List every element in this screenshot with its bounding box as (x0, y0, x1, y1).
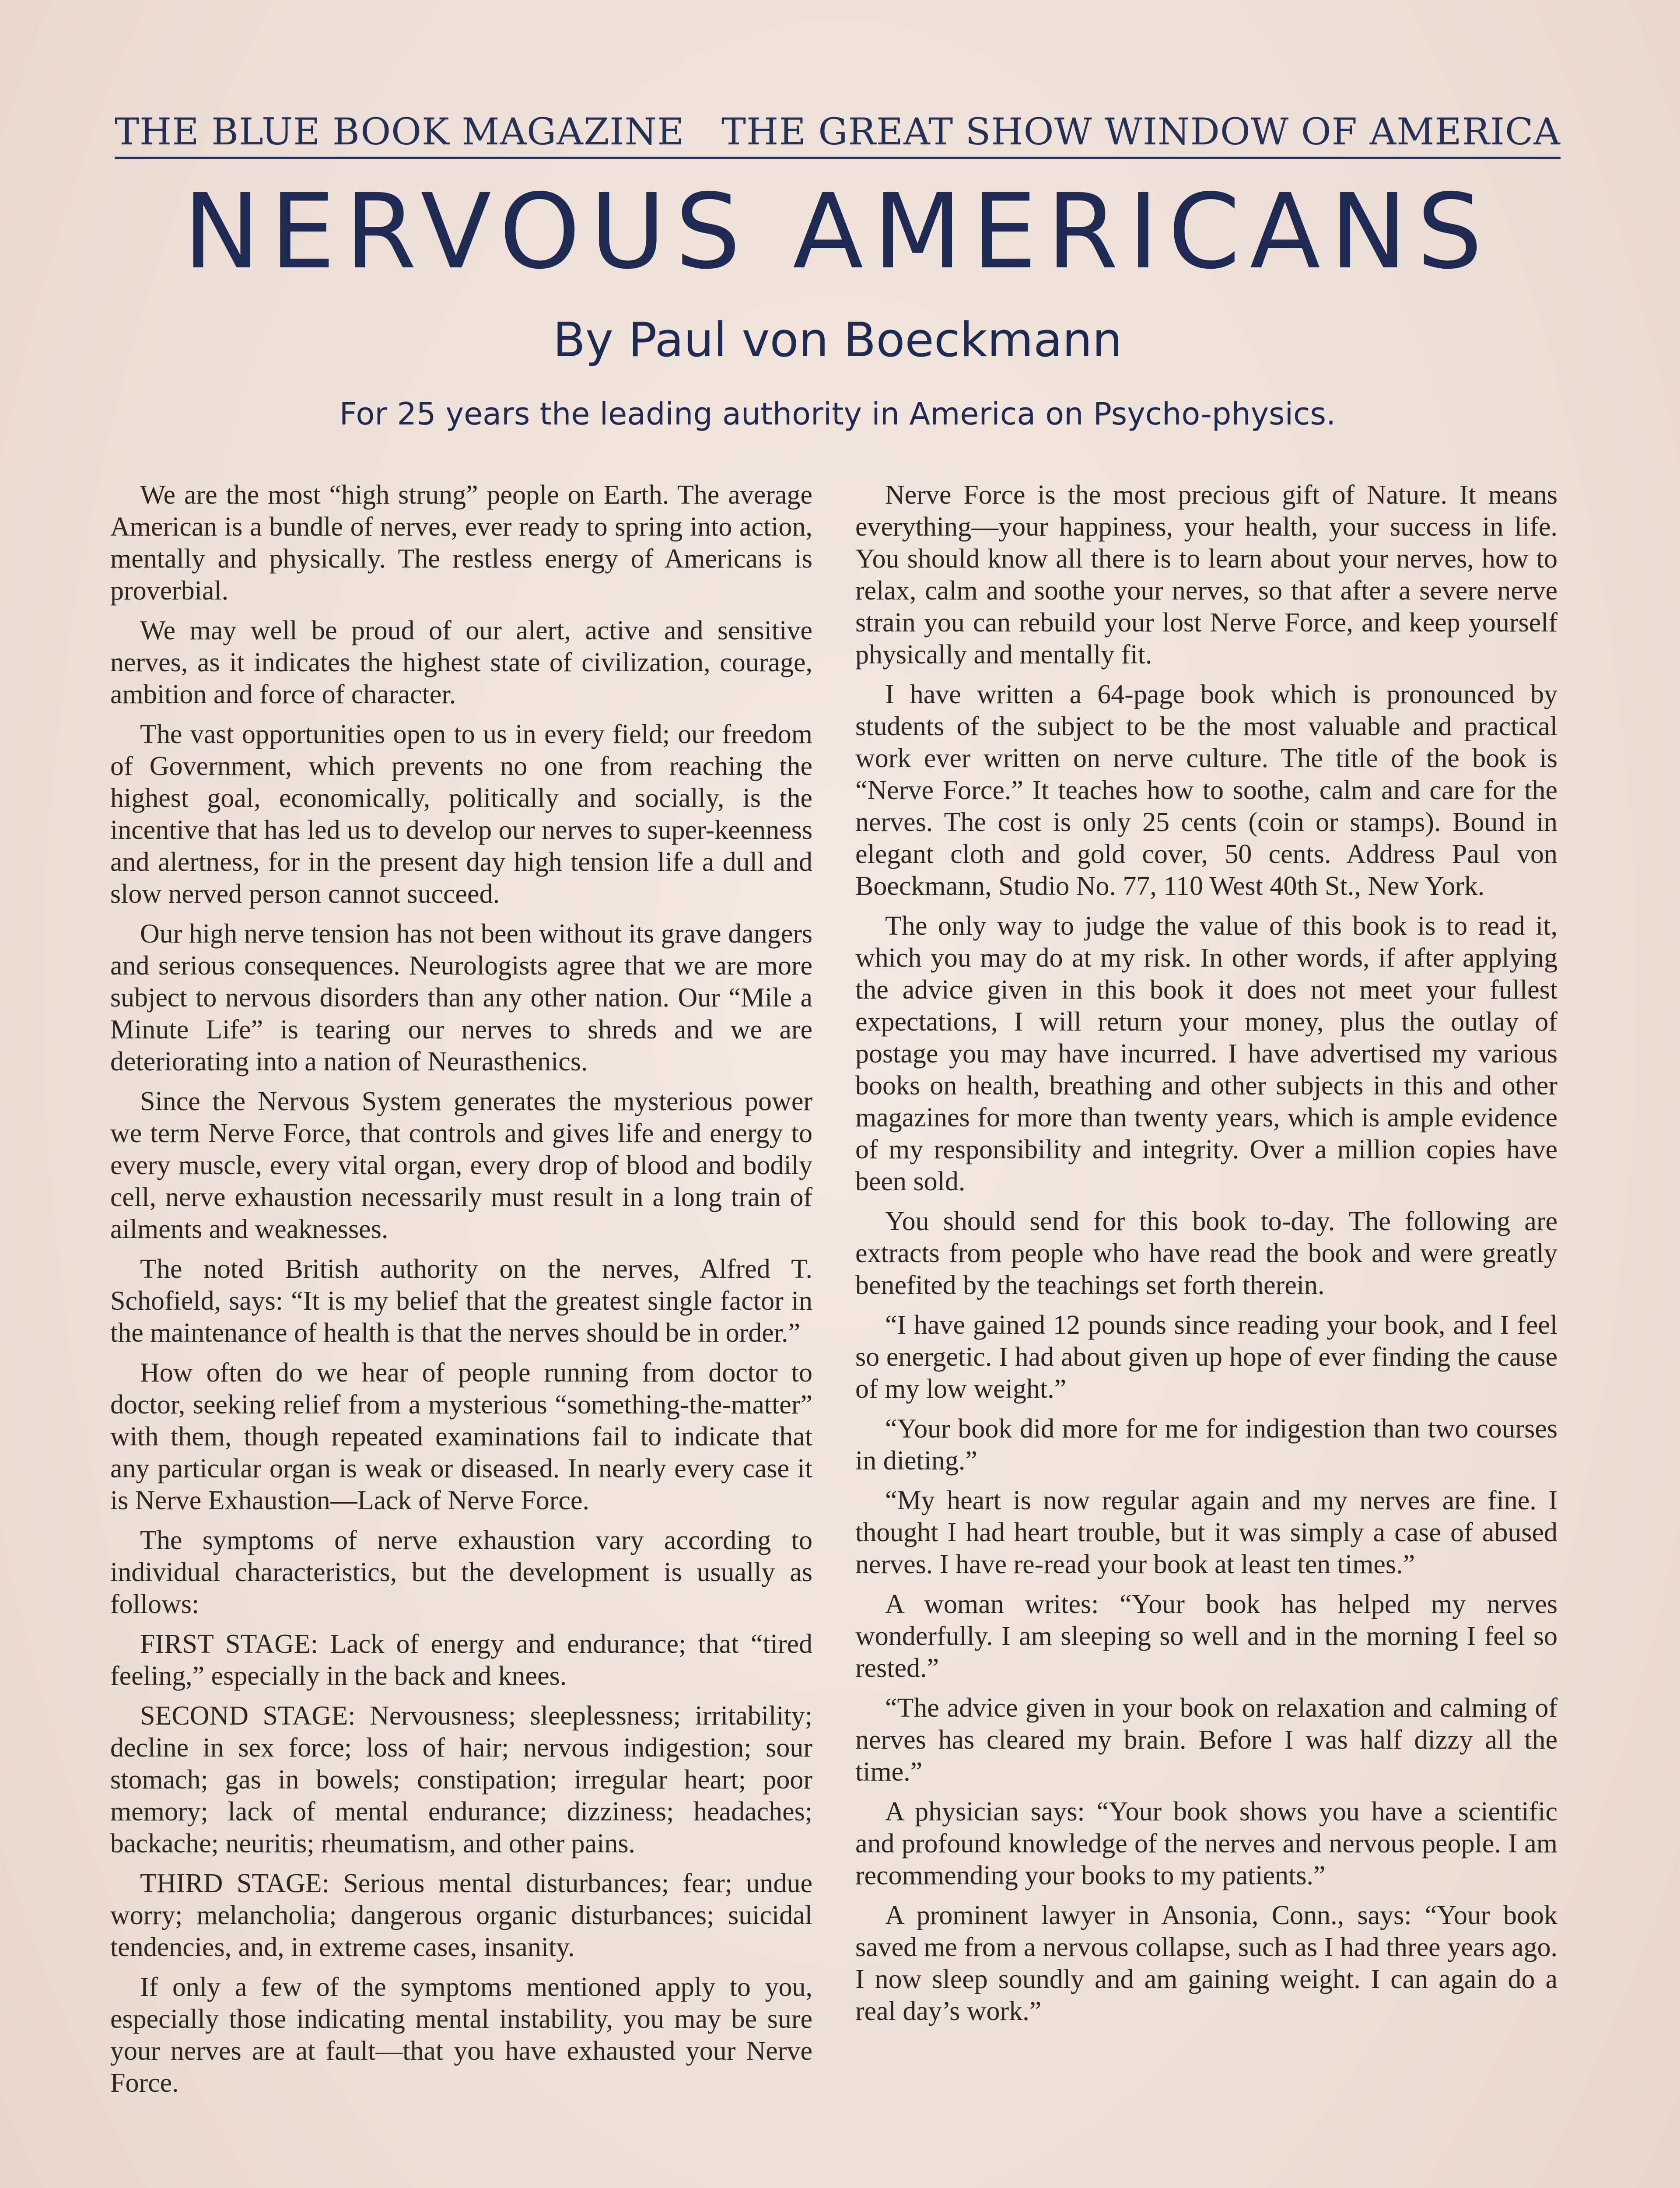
paragraph: “I have gained 12 pounds since reading your book, and I feel so energetic. I had about given up hope of ever finding the cause of my low weight.” (855, 1310, 1558, 1404)
magazine-slogan: THE GREAT SHOW WINDOW OF AMERICA (721, 110, 1561, 153)
paragraph: Our high nerve tension has not been without its grave dangers and serious consequences. Neurologists agree that we are more subject to nervous disorders than any other nation. Our “Mile a Minute Life” is tearing our nerves to shreds and we are deteriorating into a nation of Neurasthenics. (110, 919, 812, 1076)
paragraph: How often do we hear of people running from doctor to doctor, seeking relief from a mysterious “something-the-matter” with them, though repeated examinations fail to indicate that any particular organ is weak or diseased. In nearly every case it is Nerve Exhaustion—Lack of Nerve Force. (110, 1358, 812, 1515)
paragraph: A prominent lawyer in Ansonia, Conn., says: “Your book saved me from a nervous collapse, such as I had three years ago. I now sleep soundly and am gaining weight. I can again do a real day’s work.” (855, 1900, 1558, 2026)
article-subtitle: For 25 years the leading authority in America on Psycho-physics. (339, 396, 1336, 432)
paragraph: The symptoms of nerve exhaustion vary according to individual characteristics, but the development is usually as follows: (110, 1525, 812, 1619)
paragraph: “The advice given in your book on relaxation and calming of nerves has cleared my brain. Before I was half dizzy all the time.” (855, 1693, 1558, 1787)
paragraph: Nerve Force is the most precious gift of Nature. It means everything—your happiness, your health, your success in life. You should know all there is to learn about your nerves, how to relax, calm and soothe your nerves, so that after a severe nerve strain you can rebuild your lost Nerve Force, and keep yourself physically and mentally fit. (855, 480, 1558, 670)
paragraph: FIRST STAGE: Lack of energy and endurance; that “tired feeling,” especially in the back and knees. (110, 1629, 812, 1691)
paragraph: “My heart is now regular again and my nerves are fine. I thought I had heart trouble, but it was simply a case of abused nerves. I have re-read your book at least ten times.” (855, 1486, 1558, 1579)
paragraph: We are the most “high strung” people on Earth. The average American is a bundle of nerves, ever ready to spring into action, mentally and physically. The restless energy of Americans is proverbial. (110, 480, 812, 606)
article-byline: By Paul von Boeckmann (553, 313, 1123, 368)
paragraph: SECOND STAGE: Nervousness; sleeplessness; irritability; decline in sex force; loss of hair; nervous indigestion; sour stomach; gas in bowels; constipation; irregular heart; poor memory; lack of mental endurance; dizziness; headaches; backache; neuritis; rheumatism, and other pains. (110, 1701, 812, 1858)
right-column (855, 479, 1558, 2188)
paragraph: Since the Nervous System generates the mysterious power we term Nerve Force, that controls and gives life and energy to every muscle, every vital organ, every drop of blood and bodily cell, nerve exhaustion necessarily must result in a long train of ailments and weaknesses. (110, 1087, 812, 1244)
paragraph: A woman writes: “Your book has helped my nerves wonderfully. I am sleeping so well and in the morning I feel so rested.” (855, 1589, 1558, 1683)
paragraph: I have written a 64-page book which is pronounced by students of the subject to be the most valuable and practical work ever written on nerve culture. The title of the book is “Nerve Force.” It teaches how to soothe, calm and care for the nerves. The cost is only 25 cents (coin or stamps). Bound in elegant cloth and gold cover, 50 cents. Address Paul von Boeckmann, Studio No. 77, 110 West 40th St., New York. (855, 680, 1558, 901)
article-title: NERVOUS AMERICANS (183, 172, 1492, 292)
paragraph: THIRD STAGE: Serious mental disturbances; fear; undue worry; melancholia; dangerous organic disturbances; suicidal tendencies, and, in extreme cases, insanity. (110, 1869, 812, 1962)
paragraph: The only way to judge the value of this book is to read it, which you may do at my risk. In other words, if after applying the advice given in this book it does not meet your fullest expectations, I will return your money, plus the outlay of postage you may have incurred. I have advertised my various books on health, breathing and other subjects in this and other magazines for more than twenty years, which is ample evidence of my responsibility and integrity. Over a million copies have been sold. (855, 911, 1558, 1196)
paragraph: You should send for this book to-day. The following are extracts from people who have read the book and were greatly benefited by the teachings set forth therein. (855, 1206, 1558, 1300)
paragraph: A physician says: “Your book shows you have a scientific and profound knowledge of the nerves and nervous people. I am recommending your books to my patients.” (855, 1797, 1558, 1890)
left-column (110, 479, 812, 2188)
magazine-name: THE BLUE BOOK MAGAZINE (115, 110, 685, 153)
paragraph: The noted British authority on the nerves, Alfred T. Schofield, says: “It is my belief that the greatest single factor in the maintenance of health is that the nerves should be in order.” (110, 1254, 812, 1348)
paragraph: If only a few of the symptoms mentioned apply to you, especially those indicating mental instability, you may be sure your nerves are at fault—that you have exhausted your Nerve Force. (110, 1972, 812, 2098)
paragraph: “Your book did more for me for indigestion than two courses in dieting.” (855, 1414, 1558, 1476)
paragraph: The vast opportunities open to us in every field; our freedom of Government, which prevents no one from reaching the highest goal, economically, politically and socially, is the incentive that has led us to develop our nerves to super-keenness and alertness, for in the present day high tension life a dull and slow nerved person cannot succeed. (110, 719, 812, 909)
paragraph: We may well be proud of our alert, active and sensitive nerves, as it indicates the highest state of civilization, courage, ambition and force of character. (110, 616, 812, 709)
running-header (115, 104, 1561, 159)
